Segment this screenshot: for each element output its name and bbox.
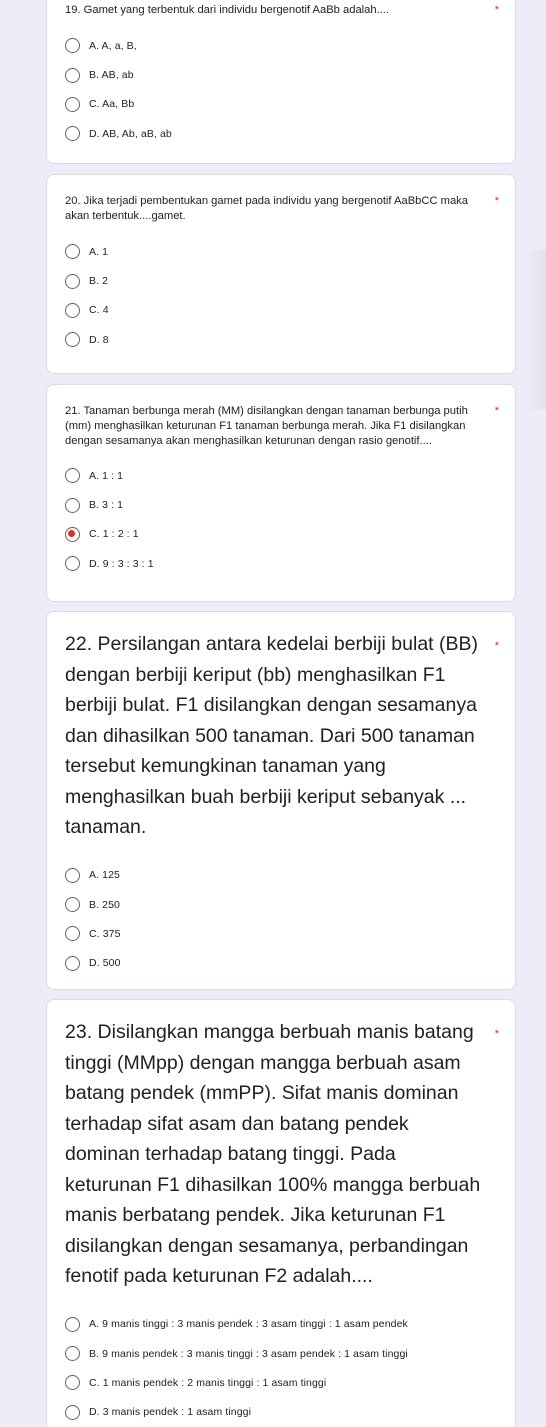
option-b[interactable]	[65, 490, 497, 519]
option-label: A. 9 manis tinggi : 3 manis pendek : 3 asam tinggi : 1 asam pendek	[89, 1318, 408, 1331]
radio-button[interactable]	[65, 1375, 80, 1390]
radio-button[interactable]	[65, 897, 80, 912]
option-b[interactable]	[65, 1339, 497, 1368]
option-b[interactable]	[65, 890, 497, 919]
option-b[interactable]	[65, 60, 497, 89]
option-label: B. 250	[89, 898, 120, 911]
radio-button[interactable]	[65, 244, 80, 259]
radio-button[interactable]	[65, 303, 80, 318]
option-c[interactable]	[65, 90, 497, 119]
question-card-22	[46, 611, 516, 990]
option-label: C. 375	[89, 927, 121, 940]
option-label: C. 4	[89, 304, 109, 317]
option-label: D. 500	[89, 957, 121, 970]
option-label: B. AB, ab	[89, 69, 134, 82]
option-label: D. 8	[89, 333, 109, 346]
options-list	[65, 31, 497, 149]
option-c[interactable]	[65, 1368, 497, 1397]
question-card-21	[46, 384, 516, 602]
radio-button[interactable]	[65, 868, 80, 883]
question-card-20	[46, 174, 516, 374]
required-asterisk: *	[494, 640, 499, 652]
radio-button[interactable]	[65, 97, 80, 112]
option-label: A. 125	[89, 869, 120, 882]
option-a[interactable]	[65, 1310, 497, 1339]
required-asterisk: *	[494, 405, 499, 417]
radio-button[interactable]	[65, 956, 80, 971]
option-a[interactable]	[65, 31, 497, 60]
option-d[interactable]	[65, 1398, 497, 1427]
options-list	[65, 237, 497, 355]
options-list	[65, 861, 497, 979]
option-a[interactable]	[65, 461, 497, 490]
option-b[interactable]	[65, 266, 497, 295]
option-label: A. 1 : 1	[89, 469, 124, 482]
option-d[interactable]	[65, 325, 497, 354]
radio-button[interactable]	[65, 1317, 80, 1332]
question-text: 19. Gamet yang terbentuk dari individu bergenotif AaBb adalah....	[65, 4, 390, 16]
radio-button[interactable]	[65, 556, 80, 571]
options-list	[65, 1310, 497, 1427]
option-label: D. AB, Ab, aB, ab	[89, 127, 172, 140]
question-title	[65, 194, 497, 224]
radio-button[interactable]	[65, 126, 80, 141]
question-text: 22. Persilangan antara kedelai berbiji bulat (BB) dengan berbiji keriput (bb) menghasilkan F1 berbiji bulat. F1 disilangkan dengan sesamanya dan dihasilkan 500 tanaman. Dari 500 tanaman tersebut kemungkinan tanaman yang menghasilkan buah berbiji keriput sebanyak ... tanaman.	[65, 633, 478, 838]
radio-button[interactable]	[65, 468, 80, 483]
option-label: D. 3 manis pendek : 1 asam tinggi	[89, 1406, 252, 1419]
option-c[interactable]	[65, 296, 497, 325]
question-title	[65, 404, 497, 449]
radio-button[interactable]	[65, 68, 80, 83]
question-text: 23. Disilangkan mangga berbuah manis batang tinggi (MMpp) dengan mangga berbuah asam batang pendek (mmPP). Sifat manis dominan terhadap sifat asam dan batang pendek dominan terhadap batang tinggi. Pada keturunan F1 dihasilkan 100% mangga berbuah manis berbatang pendek. Jika keturunan F1 disilangkan dengan sesamanya, perbandingan fenotif pada keturunan F2 adalah....	[65, 1021, 481, 1287]
question-card-19	[46, 0, 516, 164]
radio-button[interactable]	[65, 498, 80, 513]
option-label: C. 1 manis pendek : 2 manis tinggi : 1 asam tinggi	[89, 1376, 327, 1389]
question-card-23	[46, 999, 516, 1427]
radio-button[interactable]	[65, 926, 80, 941]
radio-button[interactable]	[65, 332, 80, 347]
question-title	[65, 629, 497, 843]
radio-button-checked[interactable]	[65, 527, 80, 542]
radio-button[interactable]	[65, 38, 80, 53]
required-asterisk: *	[494, 4, 499, 16]
question-text: 20. Jika terjadi pembentukan gamet pada individu yang bergenotif AaBbCC maka akan terbentuk....gamet.	[65, 195, 469, 222]
option-label: A. 1	[89, 245, 109, 258]
option-a[interactable]	[65, 237, 497, 266]
options-list	[65, 461, 497, 579]
option-label: D. 9 : 3 : 3 : 1	[89, 557, 154, 570]
required-asterisk: *	[494, 1028, 499, 1040]
question-text: 21. Tanaman berbunga merah (MM) disilangkan dengan tanaman berbunga putih (mm) menghasilkan keturunan F1 tanaman berbunga merah. Jika F1 disilangkan dengan sesamanya akan menghasilkan keturunan dengan rasio genotif....	[65, 405, 468, 447]
option-label: B. 9 manis pendek : 3 manis tinggi : 3 asam pendek : 1 asam tinggi	[89, 1347, 408, 1360]
question-title	[65, 3, 497, 18]
option-c[interactable]	[65, 520, 497, 549]
option-d[interactable]	[65, 119, 497, 148]
radio-button[interactable]	[65, 1346, 80, 1361]
option-a[interactable]	[65, 861, 497, 890]
radio-button[interactable]	[65, 1405, 80, 1420]
option-d[interactable]	[65, 949, 497, 978]
option-label: A. A, a, B,	[89, 39, 137, 52]
question-title	[65, 1017, 497, 1292]
radio-button[interactable]	[65, 274, 80, 289]
option-label: C. Aa, Bb	[89, 98, 135, 111]
option-label: C. 1 : 2 : 1	[89, 528, 139, 541]
option-label: B. 2	[89, 275, 109, 288]
option-label: B. 3 : 1	[89, 499, 124, 512]
option-c[interactable]	[65, 919, 497, 948]
required-asterisk: *	[494, 195, 499, 207]
scroll-edge-shadow	[526, 250, 546, 410]
option-d[interactable]	[65, 549, 497, 578]
